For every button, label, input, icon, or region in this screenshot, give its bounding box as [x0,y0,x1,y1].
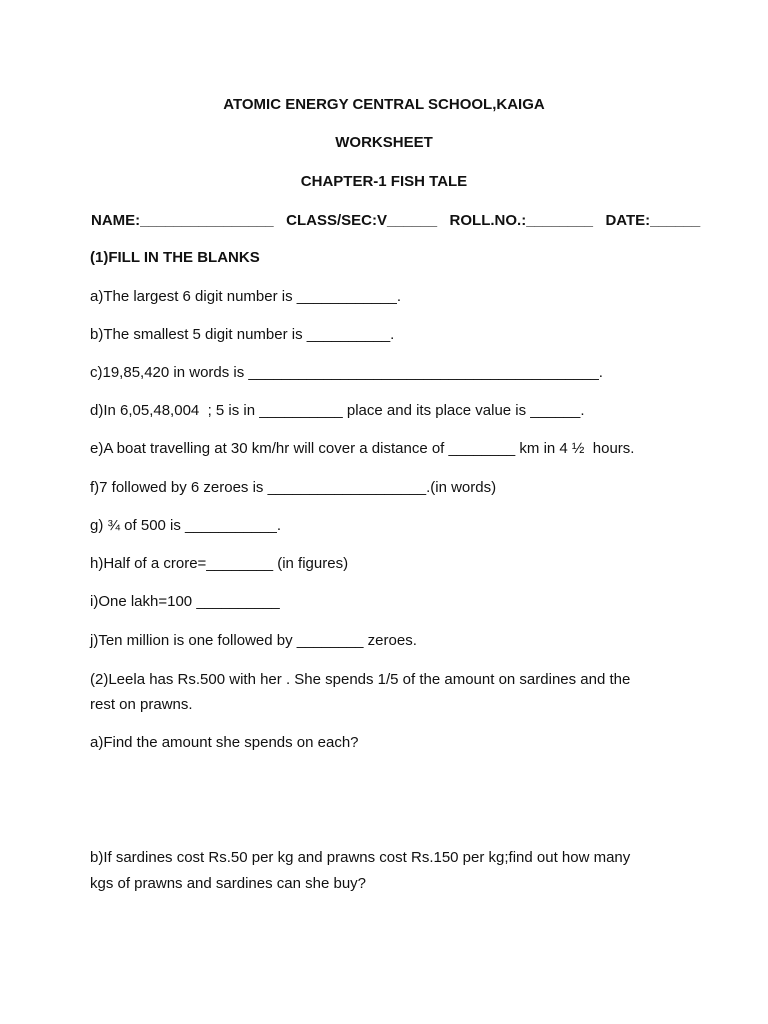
question-2-text-line-1: (2)Leela has Rs.500 with her . She spends 1/5 of the amount on sardines and the [90,671,631,688]
section-1-title: (1)FILL IN THE BLANKS [90,249,260,266]
question-1g: g) ¾ of 500 is ___________. [90,517,281,534]
question-1d: d)In 6,05,48,004 ; 5 is in __________ place and its place value is ______. [90,402,585,419]
question-1e: e)A boat travelling at 30 km/hr will cover a distance of ________ km in 4 ½ hours. [90,440,635,457]
chapter-title: CHAPTER-1 FISH TALE [300,173,468,190]
question-2b-line-2: kgs of prawns and sardines can she buy? [90,875,366,892]
student-info-line: NAME:________________ CLASS/SEC:V______ ROLL.NO.:________ DATE:______ [91,212,701,229]
worksheet-title: WORKSHEET [335,134,433,151]
question-1b: b)The smallest 5 digit number is __________. [90,326,395,343]
question-1a: a)The largest 6 digit number is ____________. [90,288,402,305]
question-1c: c)19,85,420 in words is __________________________________________. [90,364,603,381]
question-2b-line-1: b)If sardines cost Rs.50 per kg and prawns cost Rs.150 per kg;find out how many [90,849,631,866]
question-1f: f)7 followed by 6 zeroes is ___________________.(in words) [90,479,497,496]
question-1i: i)One lakh=100 __________ [90,593,280,610]
question-2-text-line-2: rest on prawns. [90,696,193,713]
question-1h: h)Half of a crore=________ (in figures) [90,555,349,572]
question-1j: j)Ten million is one followed by ________ zeroes. [90,632,417,649]
question-2a: a)Find the amount she spends on each? [90,734,359,751]
school-name: ATOMIC ENERGY CENTRAL SCHOOL,KAIGA [223,96,545,113]
